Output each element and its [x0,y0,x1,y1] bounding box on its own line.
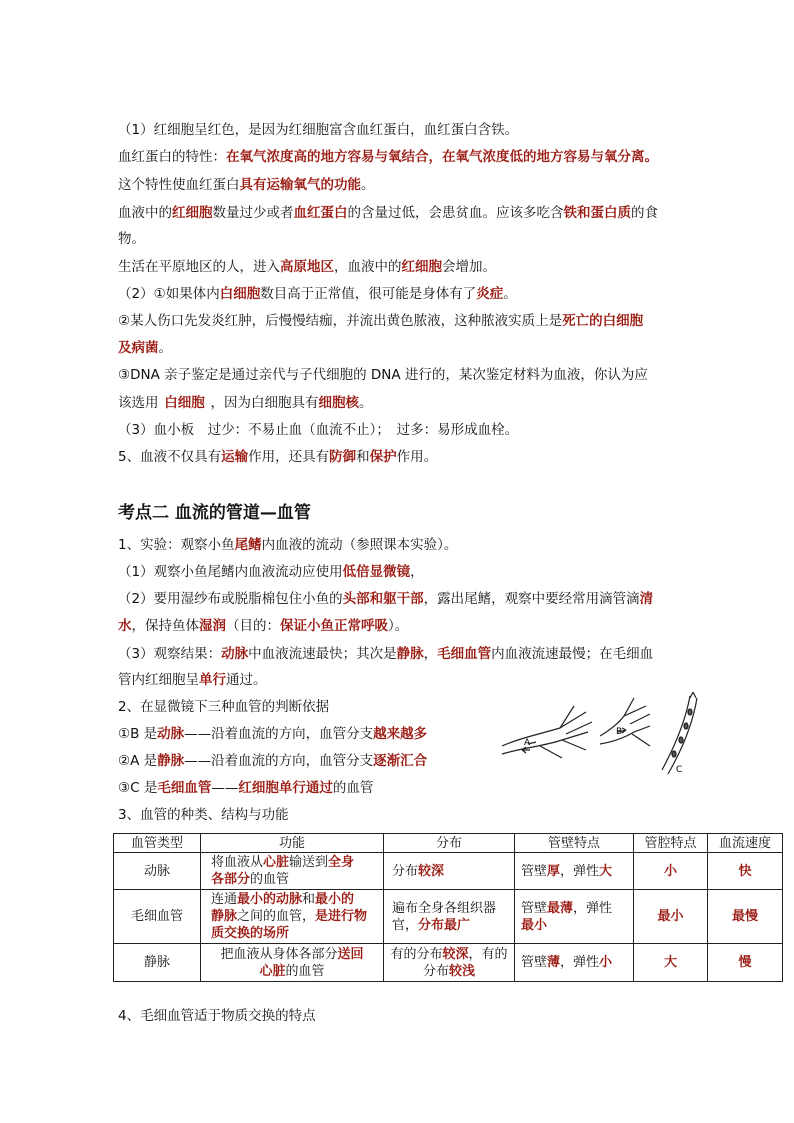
figure-label-a: A [524,738,531,748]
text-line: 5、血液不仅具有运输作用，还具有防御和保护作用。 [118,449,438,465]
table-header: 管腔特点 [634,834,708,853]
text-line: 1、实验：观察小鱼尾鳍内血液的流动（参照课本实验）。 [118,537,458,553]
text-line: 血红蛋白的特性：在氧气浓度高的地方容易与氧结合，在氧气浓度低的地方容易与氧分离。 [118,149,658,165]
text-line: 2、在显微镜下三种血管的判断依据 [118,699,330,715]
table-cell: 动脉 [114,853,201,890]
table-cell: 最慢 [708,890,783,944]
text-line: 3、血管的种类、结构与功能 [118,807,289,823]
table-cell: 最小 [634,890,708,944]
table-cell: 把血液从身体各部分送回 心脏的血管 [201,944,384,982]
table-cell: 分布较深 [384,853,515,890]
figure-label-b: B [616,727,623,737]
table-row [114,944,783,982]
table-cell: 连通最小的动脉和最小的 静脉之间的血管，是进行物质交换的场所 [201,890,384,944]
text-line: ②A 是静脉——沿着血流的方向，血管分支逐渐汇合 [118,753,428,769]
blood-vessel-figure [500,688,705,778]
vessel-table [113,833,783,982]
text-line: 血液中的红细胞数量过少或者血红蛋白的含量过低，会患贫血。应该多吃含铁和蛋白质的食 [118,205,658,221]
table-header: 管壁特点 [515,834,634,853]
figure-label-c: C [676,765,683,775]
table-cell: 静脉 [114,944,201,982]
table-header: 功能 [201,834,384,853]
table-cell: 慢 [708,944,783,982]
section-heading: 考点二 血流的管道—血管 [118,503,311,523]
vein-a-drawing [502,706,592,758]
table-row [114,853,783,890]
text-line: 生活在平原地区的人，进入高原地区，血液中的红细胞会增加。 [118,259,496,275]
text-line: ②某人伤口先发炎红肿，后慢慢结痂，并流出黄色脓液，这种脓液实质上是死亡的白细胞 [118,313,644,329]
table-cell: 大 [634,944,708,982]
table-row [114,890,783,944]
text-line: 这个特性使血红蛋白具有运输氧气的功能。 [118,177,375,193]
table-cell: 将血液从心脏输送到全身 各部分的血管 [201,853,384,890]
table-cell: 遍布全身各组织器官，分布最广 [384,890,515,944]
table-cell: 管壁最薄，弹性 最小 [515,890,634,944]
text-line: （1）红细胞呈红色，是因为红细胞富含血红蛋白，血红蛋白含铁。 [118,122,519,138]
table-header-row [114,834,783,853]
table-header: 血管类型 [114,834,201,853]
table-cell: 毛细血管 [114,890,201,944]
artery-b-drawing [600,698,650,746]
text-line: ③C 是毛细血管——红细胞单行通过的血管 [118,780,374,796]
text-line: 物。 [118,231,145,247]
table-cell: 有的分布较深，有的分布较浅 [384,944,515,982]
text-line: ③DNA 亲子鉴定是通过亲代与子代细胞的 DNA 进行的，某次鉴定材料为血液，你认为应 [118,367,648,383]
text-line: （2）要用湿纱布或脱脂棉包住小鱼的头部和躯干部，露出尾鳍，观察中要经常用滴管滴清 [118,591,654,607]
text-line: （3）观察结果：动脉中血液流速最快；其次是静脉，毛细血管内血液流速最慢；在毛细血 [118,646,654,662]
table-cell: 管壁厚，弹性大 [515,853,634,890]
text-line: （2）①如果体内白细胞数目高于正常值，很可能是身体有了炎症。 [118,286,517,302]
text-line: 4、毛细血管适于物质交换的特点 [118,1008,316,1024]
text-line: 水，保持鱼体湿润（目的：保证小鱼正常呼吸）。 [118,618,409,634]
table-cell: 管壁薄，弹性小 [515,944,634,982]
capillary-c-drawing [662,692,697,774]
text-line: 及病菌。 [118,340,172,356]
table-header: 血流速度 [708,834,783,853]
text-line: 该选用 白细胞 ，因为白细胞具有细胞核。 [118,395,373,411]
text-line: 管内红细胞呈单行通过。 [118,672,267,688]
table-cell: 快 [708,853,783,890]
table-header: 分布 [384,834,515,853]
table-cell: 小 [634,853,708,890]
text-line: （1）观察小鱼尾鳍内血液流动应使用低倍显微镜， [118,564,424,580]
text-line: ①B 是动脉——沿着血流的方向，血管分支越来越多 [118,726,428,742]
text-line: （3）血小板 过少：不易止血（血流不止）； 过多：易形成血栓。 [118,422,519,438]
